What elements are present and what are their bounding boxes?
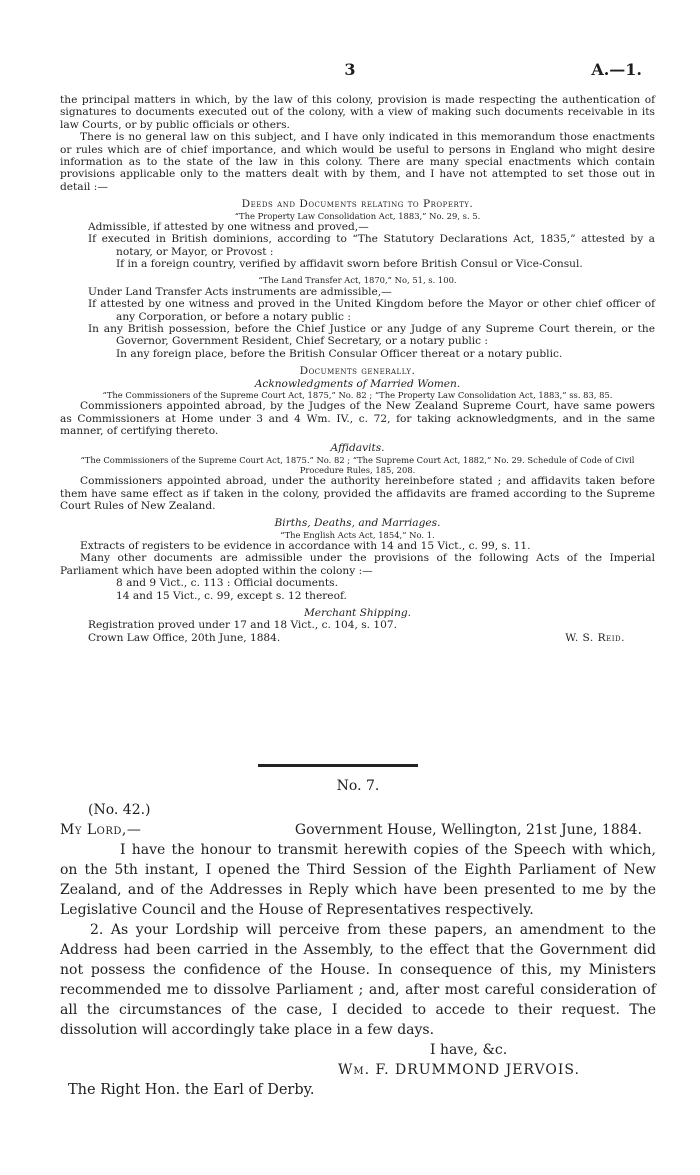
letter-signature: Wm. F. DRUMMOND JERVOIS. bbox=[338, 1062, 580, 1078]
divider-rule bbox=[258, 764, 418, 767]
letter bbox=[60, 776, 656, 1100]
memo-paragraph: the principal matters in which, by the law of this colony, provision is made respecting the authentication of signatures to documents executed out of the colony, with a view of making such documents receivable in its law Courts, or by public officials or others. bbox=[60, 94, 655, 131]
subheading-acknowledgments: Acknowledgments of Married Women. bbox=[254, 377, 461, 390]
memo-line: If executed in British dominions, according to “The Statutory Declarations Act, 1835,” attested by a notary, or Mayor, or Provost : bbox=[88, 233, 655, 258]
memo-line: Registration proved under 17 and 18 Vict., c. 104, s. 107. bbox=[88, 619, 397, 632]
memo-line: In any foreign place, before the British Consular Officer thereat or a notary public. bbox=[116, 347, 563, 360]
act-reference: “The Commissioners of the Supreme Court Act, 1875,” No. 82 ; “The Property Law Consolidation Act, 1883,” ss. 83, 85. bbox=[102, 389, 613, 400]
subheading-affidavits: Affidavits. bbox=[330, 442, 385, 455]
memo-signoff bbox=[60, 632, 655, 644]
memo-line: Admissible, if attested by one witness and proved,— bbox=[88, 220, 369, 233]
memo-line: 8 and 9 Vict., c. 113 : Official documents. bbox=[116, 577, 338, 590]
memo-signature: W. S. Reid. bbox=[565, 631, 625, 644]
subheading-merchant: Merchant Shipping. bbox=[303, 607, 412, 620]
office-date: Crown Law Office, 20th June, 1884. bbox=[88, 631, 281, 644]
memo-line: In any British possession, before the Chief Justice or any Judge of any Supreme Court therein, or the Governor, Government Resident, Chief Secretary, or a notary public : bbox=[88, 322, 655, 348]
document-reference: A.—1. bbox=[591, 60, 642, 79]
salutation-row bbox=[60, 820, 656, 840]
memo-line: 14 and 15 Vict., c. 99, except s. 12 thereof. bbox=[116, 589, 347, 602]
section-heading-deeds: Deeds and Documents relating to Property. bbox=[241, 198, 474, 211]
memo-paragraph: Commissioners appointed abroad, by the Judges of the New Zealand Supreme Court, have same powers as Commissioners at Home under 3 and 4 Wm. IV., c. 72, for taking acknowledgments, and in the same manner, of certifying thereto. bbox=[60, 400, 655, 437]
letter-ref: (No. 42.) bbox=[88, 802, 151, 818]
memo-line: Under Land Transfer Acts instruments are admissible,— bbox=[88, 285, 392, 298]
closing: I have, &c. bbox=[430, 1042, 508, 1058]
act-reference: “The Land Transfer Act, 1870,” No, 51, s. 100. bbox=[258, 275, 457, 286]
subheading-births: Births, Deaths, and Marriages. bbox=[274, 517, 441, 530]
memo-paragraph: Extracts of registers to be evidence in accordance with 14 and 15 Vict., c. 99, s. 11. bbox=[80, 540, 531, 552]
memo-line: If attested by one witness and proved in the United Kingdom before the Mayor or other chief officer of any Corporation, or before a notary public : bbox=[88, 298, 655, 323]
page-number: 3 bbox=[344, 60, 356, 79]
letter-paragraph: 2. As your Lordship will perceive from these papers, an amendment to the Address had been carried in the Assembly, to the effect that the Government did not possess the confidence of the House. In consequence of this, my Ministers recommended me to dissolve Parliament ; and, after most careful consideration of all the circumstances of the case, I decided to accede to their request. The dissolution will accordingly take place in a few days. bbox=[60, 922, 656, 1038]
memo-paragraph: Many other documents are admissible under the provisions of the following Acts of the Imperial Parliament which have been adopted within the colony :— bbox=[60, 552, 655, 577]
section-heading-documents: Documents generally. bbox=[299, 365, 416, 378]
memo-paragraph: Commissioners appointed abroad, under the authority hereinbefore stated ; and affidavits taken before them have same effect as if taken in the colony, provided the affidavits are framed according to the Supreme Court Rules of New Zealand. bbox=[60, 475, 655, 512]
place-date: Government House, Wellington, 21st June, 1884. bbox=[294, 822, 642, 838]
act-reference: “The Property Law Consolidation Act, 1883,” No. 29, s. 5. bbox=[234, 210, 481, 221]
memo-paragraph: There is no general law on this subject, and I have only indicated in this memorandum those enactments or rules which are of chief importance, and which would be useful to persons in England who might desire information as to the state of the law in this colony. There are many special enactments which contain provisions applicable only to the matters dealt with by them, and I have not attempted to set those out in detail :— bbox=[60, 131, 655, 193]
salutation: My Lord,— bbox=[60, 822, 142, 838]
memorandum bbox=[60, 94, 655, 644]
act-reference: “The English Acts Act, 1854,” No. 1. bbox=[280, 529, 435, 540]
addressee: The Right Hon. the Earl of Derby. bbox=[68, 1082, 315, 1098]
memo-line: If in a foreign country, verified by affidavit sworn before British Consul or Vice-Consul. bbox=[116, 258, 583, 271]
letter-paragraph: I have the honour to transmit herewith copies of the Speech with which, on the 5th instant, I opened the Third Session of the Eighth Parliament of New Zealand, and of the Addresses in Reply which have been presented to me by the Legislative Council and the House of Representatives respectively. bbox=[60, 842, 656, 918]
letter-number: No. 7. bbox=[336, 778, 380, 794]
act-reference: “The Commissioners of the Supreme Court Act, 1875.” No. 82 ; “The Supreme Court Act, 1882,” No. 29. Schedule of Code of Civil Procedure Rules, 185, 208. bbox=[80, 454, 635, 475]
